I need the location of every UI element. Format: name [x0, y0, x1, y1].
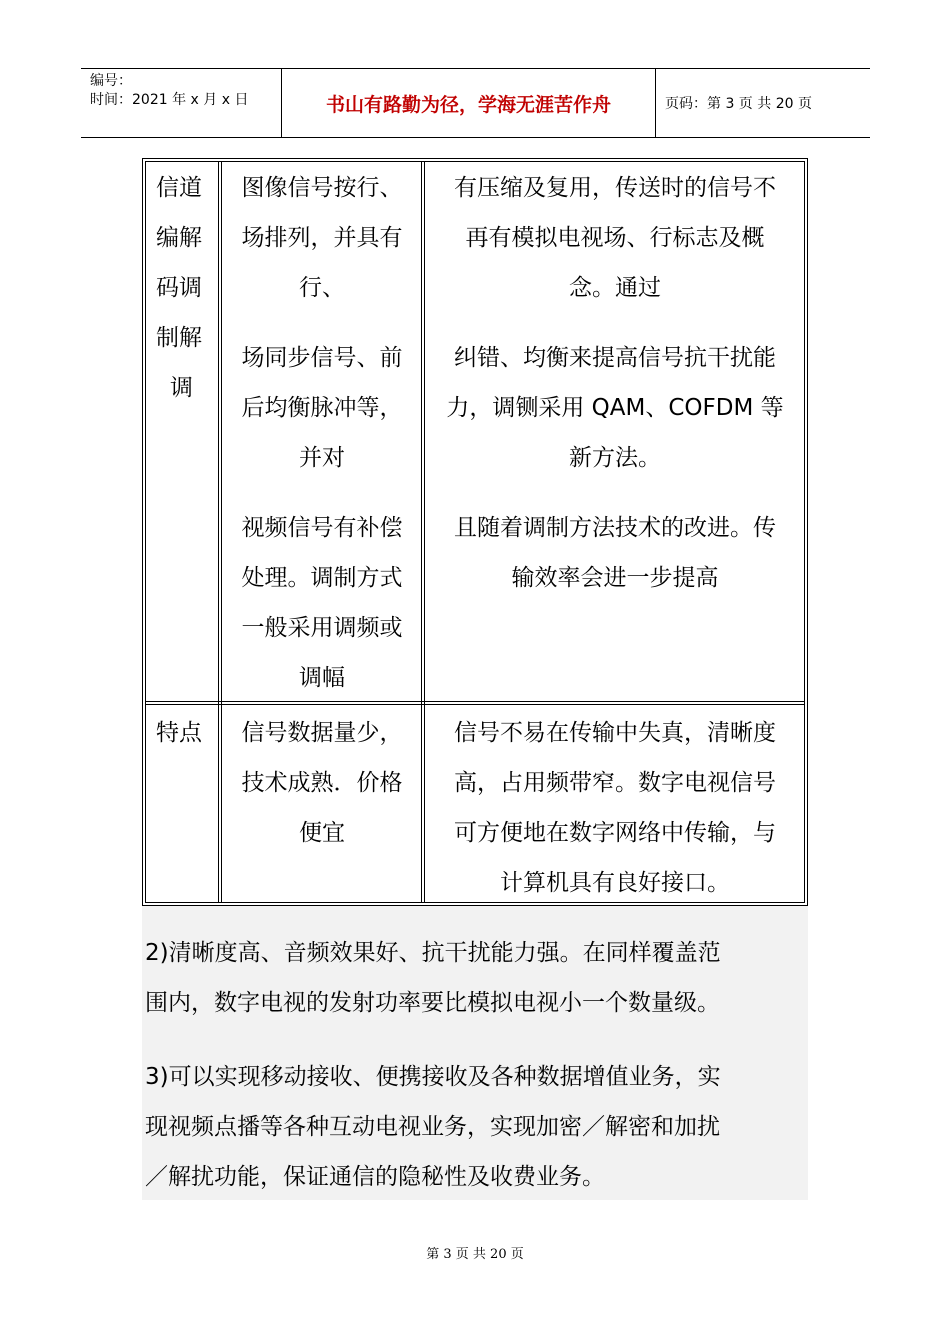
cell-paragraph [224, 503, 420, 703]
paragraph-3 [145, 1052, 805, 1202]
paragraph-line: 现视频点播等各种互动电视业务，实现加密／解密和加扰 [145, 1114, 720, 1140]
cell-line: 新方法。 [569, 445, 661, 471]
cell-line: 纠错、均衡来提高信号抗干扰能 [454, 345, 776, 371]
cell-line: 计算机具有良好接口。 [500, 870, 730, 896]
cell-line: 调 [170, 375, 193, 401]
table-border-top [142, 158, 808, 159]
cell-line: 场同步信号、前 [241, 345, 403, 371]
paragraph-2 [145, 928, 805, 1028]
cell-line: 行、 [299, 275, 345, 301]
body-paragraphs [142, 906, 808, 1200]
cell-line: 输效率会进一步提高 [511, 565, 719, 591]
cell-line: 一般采用调频或 [241, 615, 403, 641]
table-cell-digital [427, 163, 803, 603]
cell-line: 再有模拟电视场、行标志及概 [465, 225, 765, 251]
cell-line: 编解 [156, 225, 202, 251]
cell-line: 视频信号有补偿 [241, 515, 403, 541]
table-row-divider-inner [145, 704, 805, 705]
header-info-cell [81, 69, 281, 137]
comparison-table [142, 158, 808, 906]
cell-line: 后均衡脉冲等， [241, 395, 403, 421]
cell-paragraph [224, 333, 420, 483]
table-border-left-inner [145, 161, 146, 903]
cell-line: 信号不易在传输中失真，清晰度 [454, 720, 776, 746]
table-col-divider-1-inner [221, 161, 222, 903]
cell-line: 场排列，并具有 [241, 225, 403, 251]
paragraph-line: ／解扰功能，保证通信的隐秘性及收费业务。 [145, 1164, 605, 1190]
cell-line: 便宜 [299, 820, 345, 846]
cell-line: 且随着调制方法技术的改进。传 [454, 515, 776, 541]
cell-line: 有压缩及复用，传送时的信号不 [454, 175, 776, 201]
page-footer: 第 3 页 共 20 页 [426, 1247, 524, 1262]
cell-paragraph [224, 163, 420, 313]
table-border-top-inner [145, 161, 805, 162]
cell-paragraph [427, 503, 803, 603]
cell-line: 处理。调制方式 [241, 565, 403, 591]
cell-line: 力，调铡采用 QAM、COFDM 等 [446, 395, 784, 421]
table-cell-digital [427, 708, 803, 908]
table-border-right [807, 158, 808, 906]
table-col-divider-2 [421, 161, 422, 903]
page-header [81, 68, 870, 138]
cell-line: 制解 [156, 325, 202, 351]
cell-line: 图像信号按行、 [241, 175, 403, 201]
table-cell-analog [224, 708, 420, 858]
header-motto: 书山有路勤为径，学海无涯苦作舟 [325, 94, 611, 116]
paragraph-line: 2)清晰度高、音频效果好、抗干扰能力强。在同样覆盖范 [145, 940, 721, 966]
table-border-right-inner [804, 161, 805, 903]
cell-line: 技术成熟．价格 [241, 770, 403, 796]
cell-line: 调幅 [299, 665, 345, 691]
header-page-number: 页码：第 3 页 共 20 页 [665, 96, 812, 112]
cell-line: 念。通过 [569, 275, 661, 301]
table-col-divider-2-inner [424, 161, 425, 903]
cell-line: 高，占用频带窄。数字电视信号 [454, 770, 776, 796]
cell-line: 信号数据量少， [241, 720, 403, 746]
cell-line: 信道 [156, 175, 202, 201]
header-page-cell [655, 69, 870, 137]
paragraph-line: 3)可以实现移动接收、便携接收及各种数据增值业务，实 [145, 1064, 721, 1090]
table-cell-category [156, 708, 216, 758]
paragraph-line: 围内，数字电视的发射功率要比模拟电视小一个数量级。 [145, 990, 720, 1016]
cell-paragraph [427, 163, 803, 313]
header-motto-cell [281, 69, 656, 137]
table-cell-analog [224, 163, 420, 703]
table-col-divider-1 [218, 161, 219, 903]
cell-paragraph [427, 333, 803, 483]
table-border-left [142, 158, 143, 906]
cell-line: 可方便地在数字网络中传输，与 [454, 820, 776, 846]
cell-line: 特点 [156, 720, 202, 746]
cell-line: 码调 [156, 275, 202, 301]
table-cell-category [156, 163, 216, 413]
document-time-label: 时间：2021 年 x 月 x 日 [90, 92, 249, 108]
document-number-label: 编号： [90, 73, 132, 89]
cell-line: 并对 [299, 445, 345, 471]
